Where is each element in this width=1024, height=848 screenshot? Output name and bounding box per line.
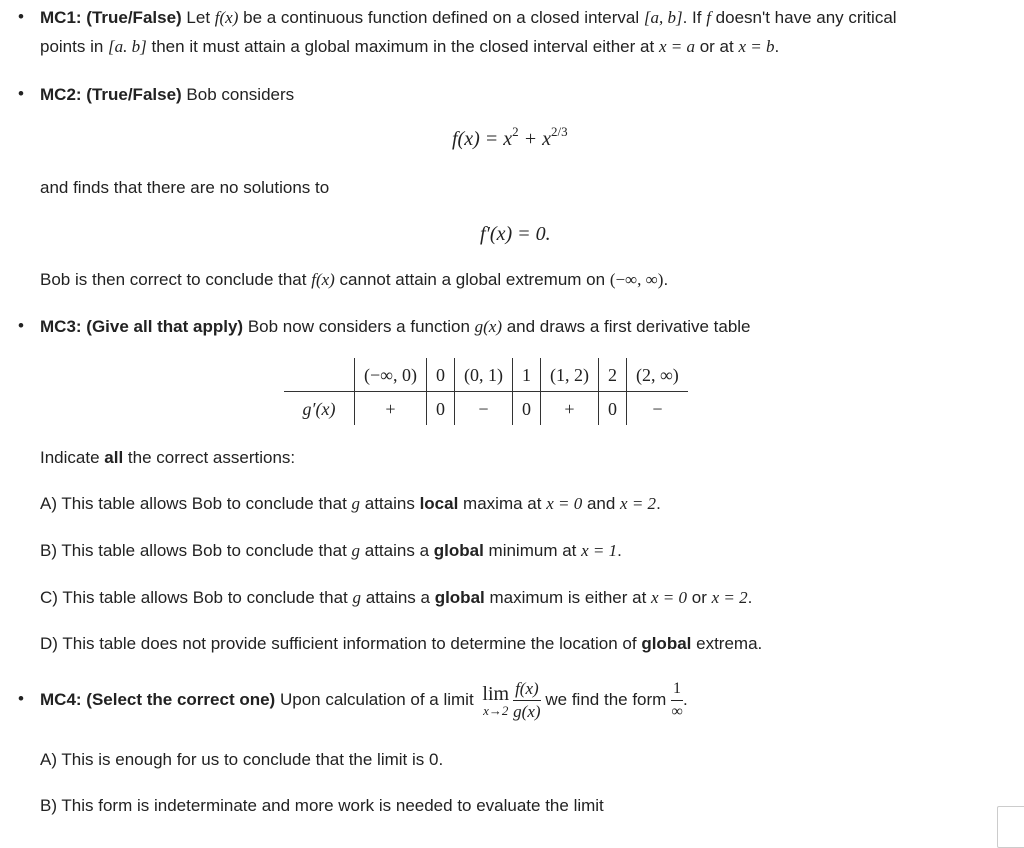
mc1-text: be a continuous function defined on a closed interval	[238, 8, 644, 27]
mc1-text: points in	[40, 37, 109, 56]
mc2-conclusion	[40, 269, 668, 291]
mc3-label: MC3: (Give all that apply)	[40, 317, 244, 336]
mc1-xb: x = b	[738, 37, 775, 56]
opt-text: attains	[360, 494, 420, 513]
opt-text: A) This table allows Bob to conclude that	[40, 494, 352, 513]
opt-text: attains a	[360, 541, 434, 560]
bullet-mc1: •	[18, 7, 24, 26]
frac-num: f(x)	[513, 678, 541, 701]
mc1-xa: x = a	[658, 37, 695, 56]
table-cell: (1, 2)	[540, 358, 598, 392]
mc1-f: f	[706, 8, 711, 27]
mc3-bold: all	[104, 448, 124, 467]
table-header-row	[284, 358, 688, 392]
mc3-option-d	[40, 633, 762, 655]
mc1-interval2: [a. b]	[108, 37, 147, 56]
table-cell: −	[454, 392, 512, 426]
mc1-line2	[40, 36, 779, 58]
table-cell: 2	[598, 358, 626, 392]
table-row-label: g′(x)	[302, 398, 336, 419]
mc4-text: Upon calculation of a limit	[275, 690, 479, 709]
eq-part: f(x) = x	[452, 128, 513, 150]
table-cell: 1	[512, 358, 540, 392]
eq-sup: 2/3	[551, 124, 568, 139]
table-cell: 0	[426, 392, 454, 426]
opt-math: x = 2	[711, 588, 748, 607]
mc3-gx: g(x)	[474, 317, 502, 336]
opt-text: minimum at	[483, 541, 582, 560]
mc2-interval: (−∞, ∞)	[609, 270, 664, 289]
mc2-equation-fprime	[480, 223, 551, 246]
opt-g: g	[352, 588, 361, 607]
table-cell: 0	[426, 358, 454, 392]
table-row	[284, 392, 688, 426]
mc2-text: .	[663, 270, 669, 289]
opt-bold: local	[419, 494, 459, 513]
opt-bold: global	[641, 634, 692, 653]
mc3-text: Indicate	[40, 448, 105, 467]
mc3-option-b	[40, 540, 622, 562]
frac-num: 1	[671, 678, 683, 701]
table-cell	[284, 358, 355, 392]
table-cell: (0, 1)	[454, 358, 512, 392]
eq-sup: 2	[512, 124, 519, 139]
table-cell: −	[626, 392, 687, 426]
mc1-fx: f(x)	[214, 8, 239, 27]
opt-text: C) This table allows Bob to conclude that	[40, 588, 353, 607]
frac-den: ∞	[671, 703, 683, 721]
opt-text: B) This table allows Bob to conclude that	[40, 541, 352, 560]
opt-math: x = 1	[581, 541, 618, 560]
mc3-line1	[40, 316, 751, 338]
mc1-interval: [a, b]	[643, 8, 683, 27]
mc4-label: MC4: (Select the correct one)	[40, 690, 276, 709]
form-fraction	[671, 678, 683, 723]
mc2-equation-f	[452, 124, 568, 151]
table-cell: (−∞, 0)	[355, 358, 427, 392]
derivative-table	[284, 358, 688, 425]
mc1-line1	[40, 7, 897, 29]
mc2-text: Bob is then correct to conclude that	[40, 270, 312, 289]
bullet-mc3: •	[18, 316, 24, 335]
mc3-text: Bob now considers a function	[243, 317, 475, 336]
table-cell: +	[540, 392, 598, 426]
mc2-text: Bob considers	[181, 85, 295, 104]
opt-text: D) This table does not provide sufficient information to determine the location of	[40, 634, 642, 653]
opt-math: x = 0	[546, 494, 583, 513]
mc1-text: then it must attain a global maximum in the closed interval either at	[146, 37, 659, 56]
opt-bold: global	[434, 588, 485, 607]
opt-text: attains a	[360, 588, 435, 607]
mc2-fx: f(x)	[311, 270, 335, 289]
eq-part: f′(x) = 0.	[480, 223, 551, 245]
lim-sub: x→2	[483, 702, 509, 718]
mc4-text: we find the form	[540, 690, 672, 709]
table-cell: 0	[512, 392, 540, 426]
opt-g: g	[351, 494, 361, 513]
opt-text: .	[747, 588, 753, 607]
opt-text: .	[656, 494, 661, 513]
mc2-finds: and finds that there are no solutions to	[40, 178, 330, 197]
frac-den: g(x)	[513, 702, 541, 722]
table-cell: (2, ∞)	[626, 358, 687, 392]
opt-math: x = 0	[651, 588, 688, 607]
table-cell: 0	[598, 392, 626, 426]
eq-part: + x	[518, 128, 552, 150]
mc2-label: MC2: (True/False)	[40, 85, 182, 104]
mc4-line1	[40, 672, 688, 728]
mc4-option-a: A) This is enough for us to conclude that the limit is 0.	[40, 750, 444, 769]
limit-expression	[482, 684, 509, 718]
page-corner-widget[interactable]	[997, 806, 1024, 848]
opt-text: or	[687, 588, 712, 607]
mc1-text: .	[774, 37, 780, 56]
mc2-text: cannot attain a global extremum on	[334, 270, 610, 289]
mc4-text: .	[683, 690, 688, 709]
mc1-text: . If	[682, 8, 707, 27]
opt-math: x = 2	[620, 494, 657, 513]
opt-text: and	[582, 494, 621, 513]
opt-text: maxima at	[458, 494, 547, 513]
mc3-option-c	[40, 587, 752, 609]
mc1-label: MC1: (True/False)	[40, 8, 182, 27]
bullet-mc2: •	[18, 84, 24, 103]
table-cell: +	[355, 392, 427, 426]
limit-fraction	[513, 678, 541, 723]
opt-text: extrema.	[691, 634, 763, 653]
mc3-indicate	[40, 447, 295, 469]
mc1-text: Let	[181, 8, 215, 27]
bullet-mc4: •	[18, 689, 24, 708]
mc1-text: or at	[694, 37, 739, 56]
mc2-line1	[40, 84, 294, 106]
opt-bold: global	[433, 541, 484, 560]
opt-text: .	[617, 541, 622, 560]
mc3-text: the correct assertions:	[123, 448, 296, 467]
mc4-option-b: B) This form is indeterminate and more work is needed to evaluate the limit	[40, 796, 604, 815]
mc1-text: doesn't have any critical	[710, 8, 897, 27]
mc3-option-a	[40, 493, 661, 515]
opt-g: g	[351, 541, 361, 560]
lim-word: lim	[482, 682, 510, 705]
opt-text: maximum is either at	[484, 588, 652, 607]
mc3-text: and draws a first derivative table	[502, 317, 751, 336]
